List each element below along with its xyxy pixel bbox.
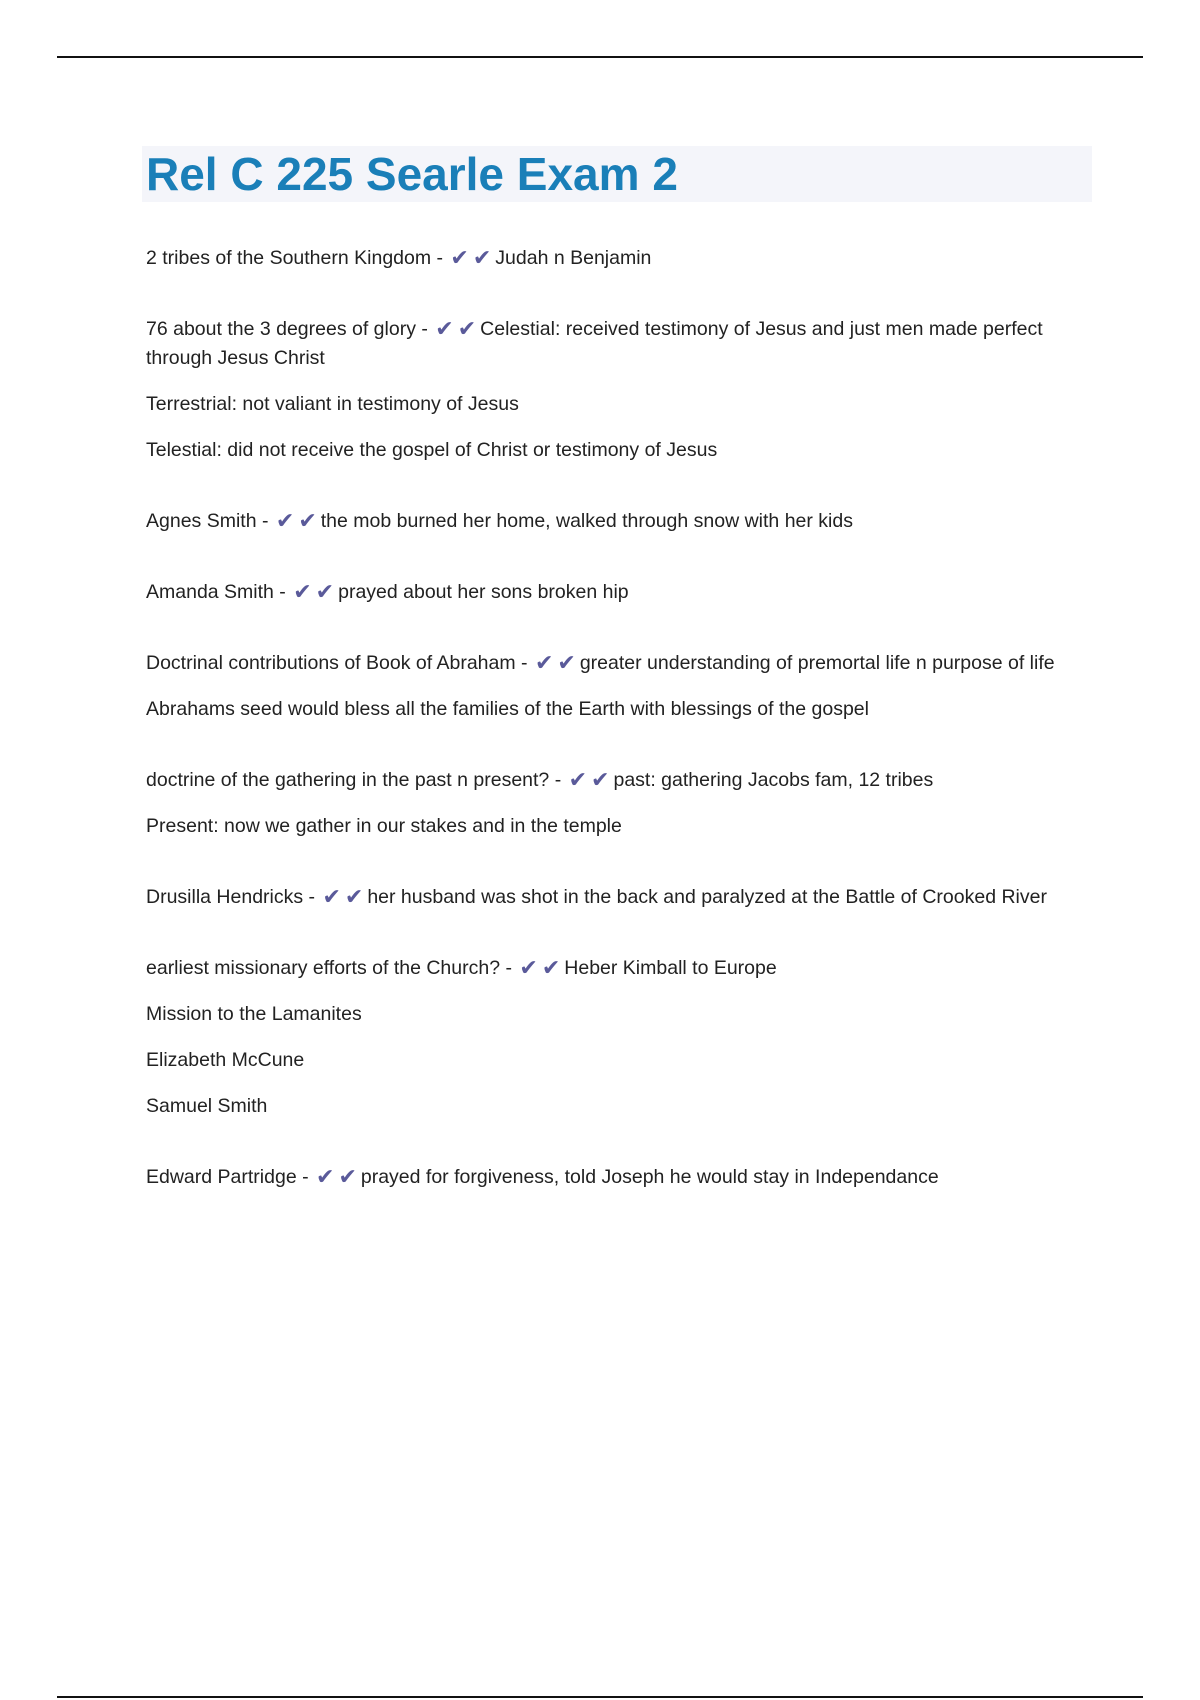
check-icon: ✔: [435, 317, 454, 342]
check-icon: ✔: [568, 768, 588, 793]
double-check-icon: [435, 318, 480, 340]
check-icon: ✔: [557, 651, 576, 676]
flashcard-entry: [146, 578, 1096, 607]
flashcard-answer-line: Elizabeth McCune: [146, 1049, 305, 1071]
check-icon: ✔: [322, 885, 341, 910]
flashcard-answer: her husband was shot in the back and paralyzed at the Battle of Crooked River: [367, 886, 1047, 908]
flashcard-answer-line: Terrestrial: not valiant in testimony of Jesus: [146, 393, 519, 415]
check-icon: ✔: [534, 651, 554, 676]
check-icon: ✔: [450, 246, 469, 271]
double-check-icon: [316, 1166, 361, 1188]
flashcard-entry: [146, 1163, 1096, 1192]
flashcard-answer-line: Samuel Smith: [146, 1095, 268, 1117]
flashcard-answer: Celestial: received testimony of Jesus and just men made perfect through Jesus Christ: [146, 318, 1043, 369]
flashcard-answer: past: gathering Jacobs fam, 12 tribes: [613, 769, 934, 791]
flashcard-answer: the mob burned her home, walked through snow with her kids: [320, 510, 853, 532]
flashcard-answer-line: Abrahams seed would bless all the families of the Earth with blessings of the gospel: [146, 698, 869, 720]
flashcard-answer-line: Present: now we gather in our stakes and in the temple: [146, 815, 622, 837]
flashcard-question-line: [146, 954, 1096, 983]
check-icon: ✔: [457, 317, 477, 342]
double-check-icon: [519, 957, 564, 979]
check-icon: ✔: [315, 580, 335, 605]
flashcard-entry: [146, 649, 1096, 724]
check-icon: ✔: [519, 956, 538, 981]
flashcard-question: Agnes Smith -: [146, 510, 274, 532]
header-rule: [57, 56, 1143, 58]
check-icon: ✔: [275, 509, 295, 534]
check-icon: ✔: [541, 956, 561, 981]
check-icon: ✔: [344, 885, 364, 910]
flashcard-answer-line: Telestial: did not receive the gospel of Christ or testimony of Jesus: [146, 439, 718, 461]
check-icon: ✔: [316, 1165, 335, 1190]
flashcard-answer: prayed about her sons broken hip: [338, 581, 629, 603]
flashcard-answer: greater understanding of premortal life n purpose of life: [579, 652, 1055, 674]
flashcard-question-line: [146, 649, 1096, 678]
flashcard-question-line: [146, 244, 1096, 273]
flashcard-answer-line: Mission to the Lamanites: [146, 1003, 362, 1025]
flashcard-answer: prayed for forgiveness, told Joseph he would stay in Independance: [360, 1166, 939, 1188]
flashcard-entry: [146, 507, 1096, 536]
check-icon: ✔: [472, 246, 492, 271]
double-check-icon: [569, 769, 614, 791]
document-title: Rel C 225 Searle Exam 2: [146, 148, 678, 200]
flashcard-question-line: [146, 507, 1096, 536]
double-check-icon: [535, 652, 580, 674]
flashcard-question: doctrine of the gathering in the past n present? -: [146, 769, 567, 791]
check-icon: ✔: [293, 580, 312, 605]
flashcard-question: Doctrinal contributions of Book of Abraham -: [146, 652, 533, 674]
flashcard-answer: Heber Kimball to Europe: [564, 957, 777, 979]
flashcard-entry: [146, 954, 1096, 1121]
flashcard-question-line: [146, 578, 1096, 607]
flashcard-question: Drusilla Hendricks -: [146, 886, 321, 908]
flashcard-entry: [146, 883, 1096, 912]
flashcard-entry: [146, 315, 1096, 465]
check-icon: ✔: [298, 509, 317, 534]
double-check-icon: [276, 510, 321, 532]
double-check-icon: [293, 581, 338, 603]
flashcard-question: Edward Partridge -: [146, 1166, 314, 1188]
flashcard-list: [146, 244, 1096, 1209]
check-icon: ✔: [338, 1165, 357, 1190]
flashcard-question: 76 about the 3 degrees of glory -: [146, 318, 434, 340]
flashcard-question: Amanda Smith -: [146, 581, 292, 603]
footer-rule: [57, 1696, 1143, 1698]
flashcard-entry: [146, 244, 1096, 273]
double-check-icon: [322, 886, 367, 908]
check-icon: ✔: [591, 768, 610, 793]
flashcard-question-line: [146, 315, 1096, 373]
flashcard-question: 2 tribes of the Southern Kingdom -: [146, 247, 449, 269]
flashcard-question: earliest missionary efforts of the Church? -: [146, 957, 518, 979]
flashcard-question-line: [146, 1163, 1096, 1192]
flashcard-answer: Judah n Benjamin: [495, 247, 652, 269]
flashcard-question-line: [146, 766, 1096, 795]
flashcard-question-line: [146, 883, 1096, 912]
double-check-icon: [450, 247, 495, 269]
flashcard-entry: [146, 766, 1096, 841]
